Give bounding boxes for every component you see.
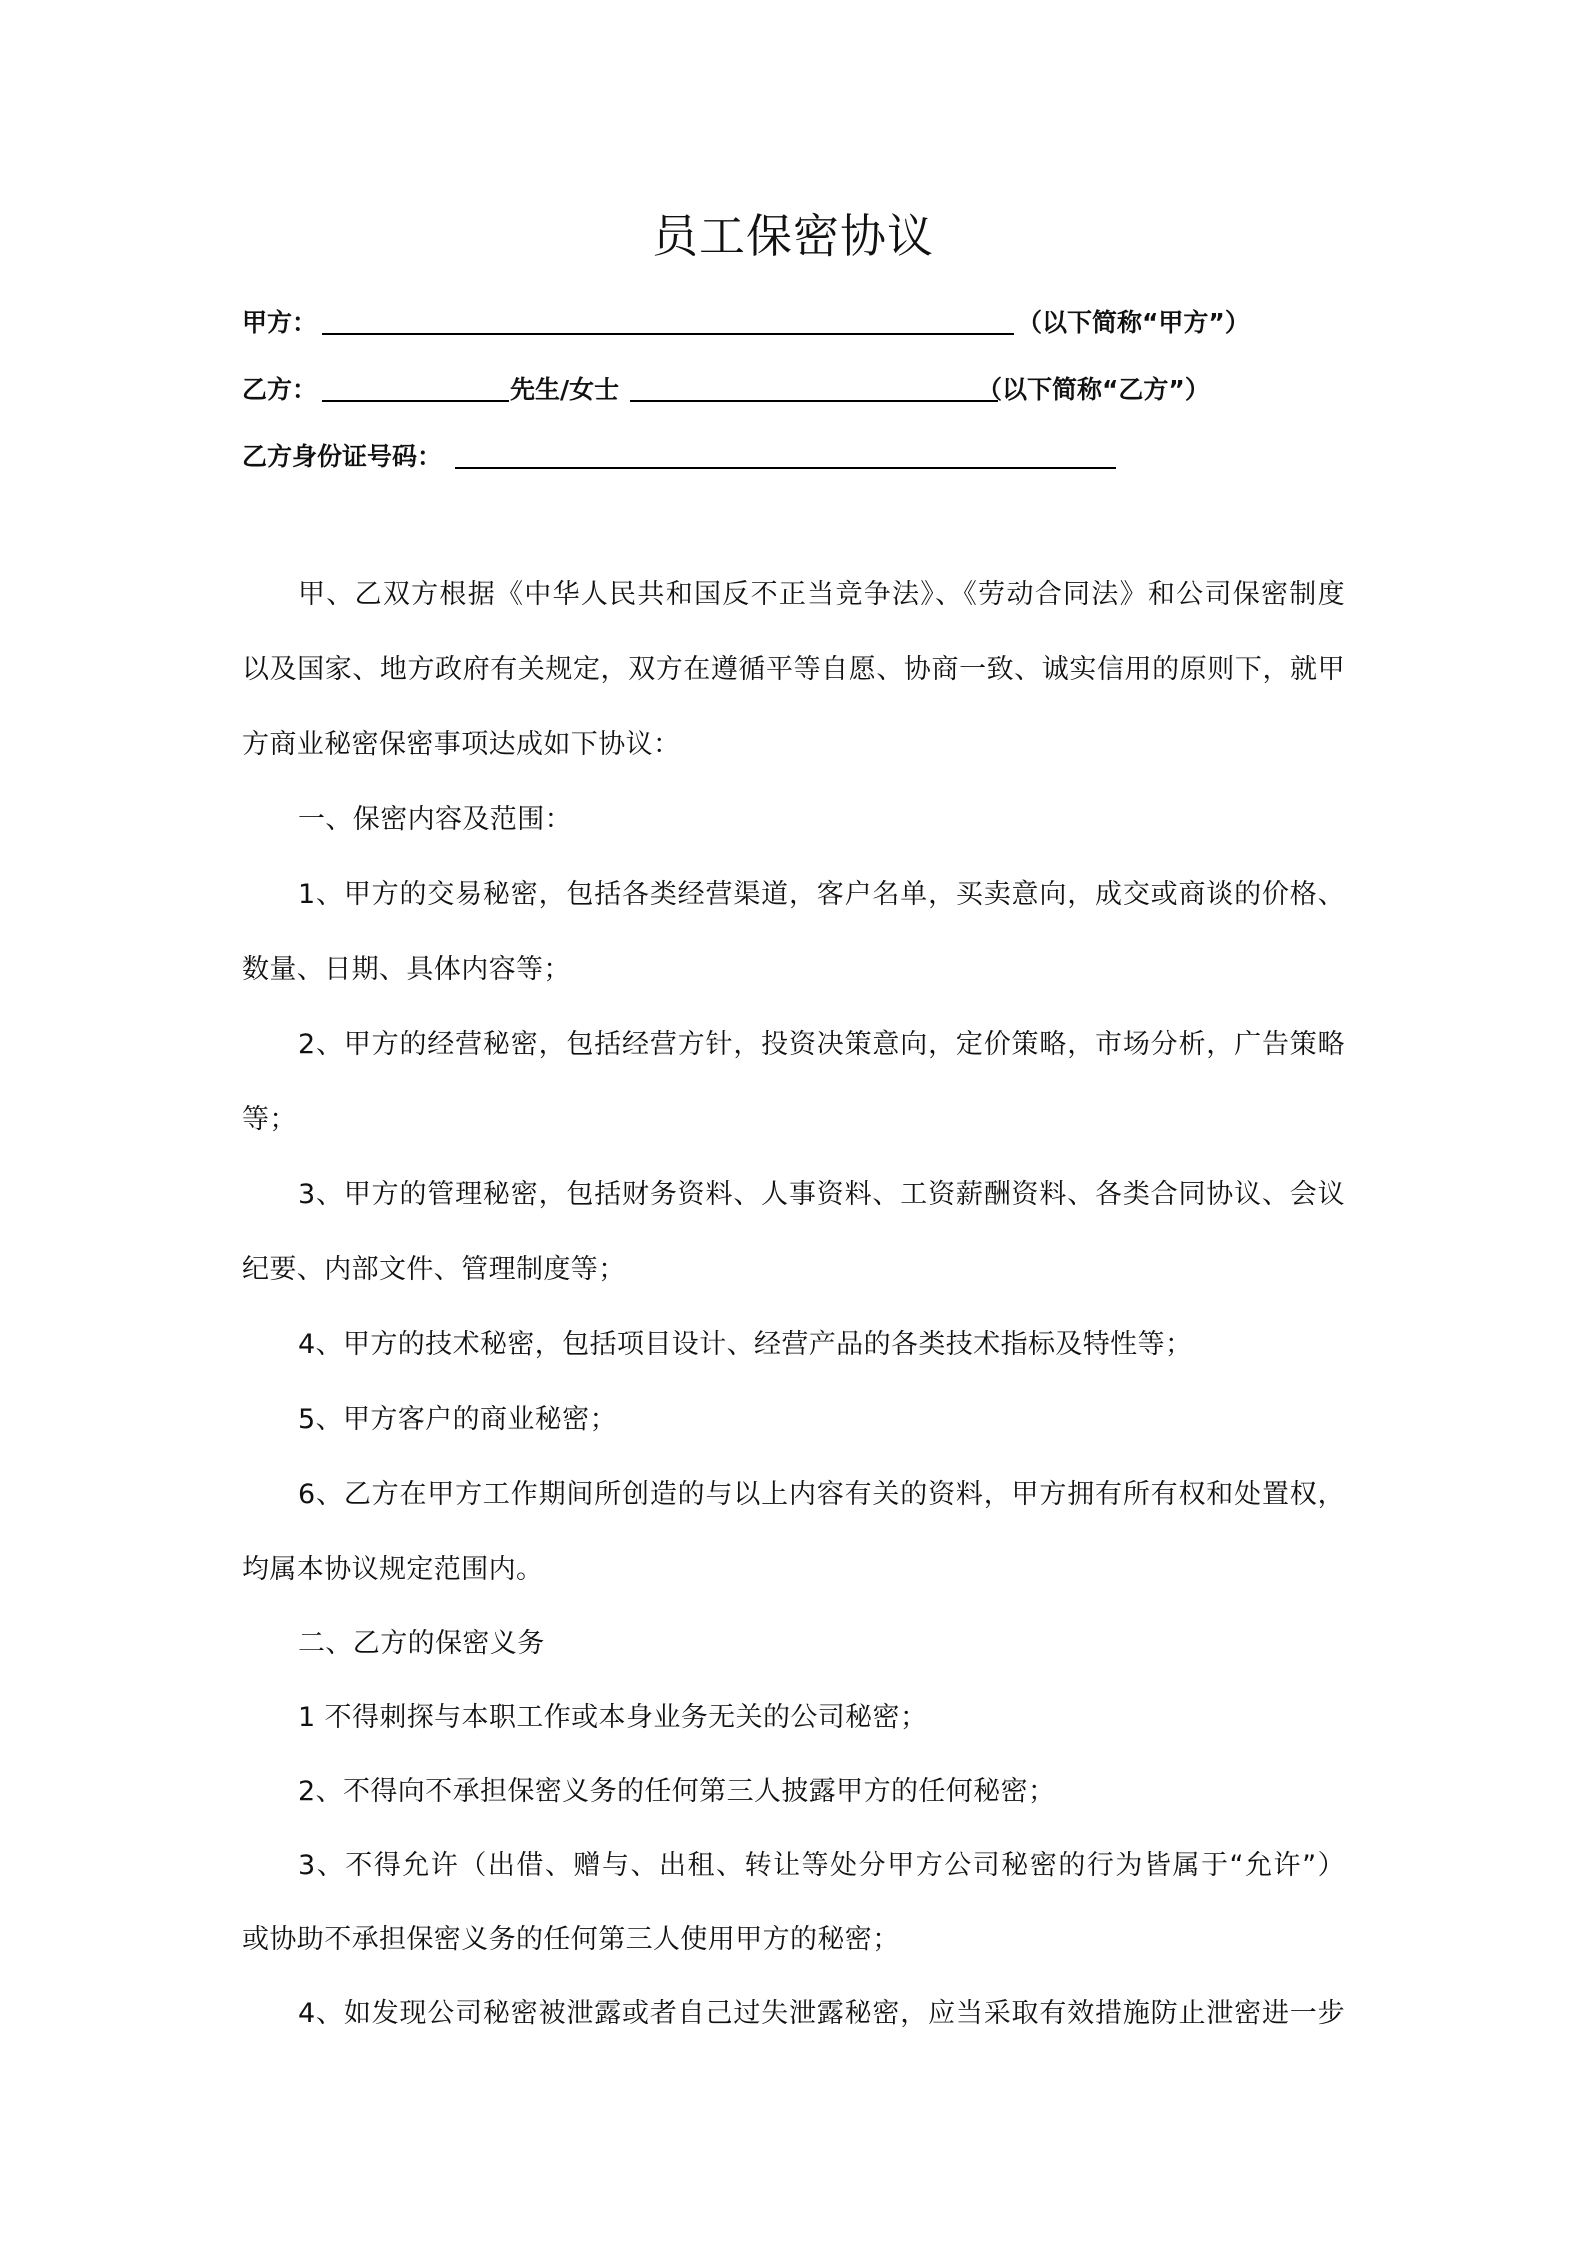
body-line: 均属本协议规定范围内。 bbox=[242, 1554, 544, 1585]
party-b-extra-field[interactable] bbox=[630, 400, 998, 402]
body-line: 1、甲方的交易秘密，包括各类经营渠道，客户名单，买卖意向，成交或商谈的价格、 bbox=[298, 879, 1345, 910]
body-line: 5、甲方客户的商业秘密； bbox=[298, 1404, 617, 1435]
body-line: 2、不得向不承担保密义务的任何第三人披露甲方的任何秘密； bbox=[298, 1776, 1056, 1807]
party-b-label: 乙方： bbox=[242, 375, 318, 404]
party-b-row bbox=[242, 373, 1242, 407]
party-a-name-field[interactable] bbox=[322, 333, 1014, 335]
party-a-note: （以下简称“甲方”） bbox=[1017, 308, 1250, 337]
body-line: 3、甲方的管理秘密，包括财务资料、人事资料、工资薪酬资料、各类合同协议、会议 bbox=[298, 1179, 1345, 1210]
party-b-id-field[interactable] bbox=[455, 467, 1116, 469]
body-line: 4、甲方的技术秘密，包括项目设计、经营产品的各类技术指标及特性等； bbox=[298, 1329, 1193, 1360]
party-b-note: （以下简称“乙方”） bbox=[977, 375, 1210, 404]
party-a-row bbox=[242, 306, 1292, 340]
section-heading: 二、乙方的保密义务 bbox=[298, 1628, 545, 1659]
section-heading: 一、保密内容及范围： bbox=[298, 804, 572, 835]
body-line: 纪要、内部文件、管理制度等； bbox=[242, 1254, 626, 1285]
body-line: 6、乙方在甲方工作期间所创造的与以上内容有关的资料，甲方拥有所有权和处置权， bbox=[298, 1479, 1345, 1510]
body-line: 2、甲方的经营秘密，包括经营方针，投资决策意向，定价策略，市场分析，广告策略 bbox=[298, 1029, 1345, 1060]
body-line: 或协助不承担保密义务的任何第三人使用甲方的秘密； bbox=[242, 1924, 900, 1955]
body-line: 数量、日期、具体内容等； bbox=[242, 954, 571, 985]
party-b-id-row bbox=[242, 440, 1122, 474]
party-a-label: 甲方： bbox=[242, 308, 318, 337]
body-line: 4、如发现公司秘密被泄露或者自己过失泄露秘密，应当采取有效措施防止泄密进一步 bbox=[298, 1998, 1345, 2029]
body-line: 等； bbox=[242, 1104, 297, 1135]
body-line: 方商业秘密保密事项达成如下协议： bbox=[242, 729, 681, 760]
party-b-id-label: 乙方身份证号码： bbox=[242, 442, 443, 471]
document-title: 员工保密协议 bbox=[652, 209, 934, 263]
body-line: 甲、乙双方根据《中华人民共和国反不正当竞争法》、《劳动合同法》和公司保密制度 bbox=[298, 579, 1345, 610]
party-b-name-field[interactable] bbox=[322, 400, 509, 402]
body-line: 以及国家、地方政府有关规定，双方在遵循平等自愿、协商一致、诚实信用的原则下，就甲 bbox=[242, 654, 1345, 685]
party-b-honorific: 先生/女士 bbox=[510, 375, 620, 404]
body-line: 1 不得刺探与本职工作或本身业务无关的公司秘密； bbox=[298, 1702, 928, 1733]
body-line: 3、不得允许（出借、赠与、出租、转让等处分甲方公司秘密的行为皆属于“允许”） bbox=[298, 1850, 1345, 1881]
